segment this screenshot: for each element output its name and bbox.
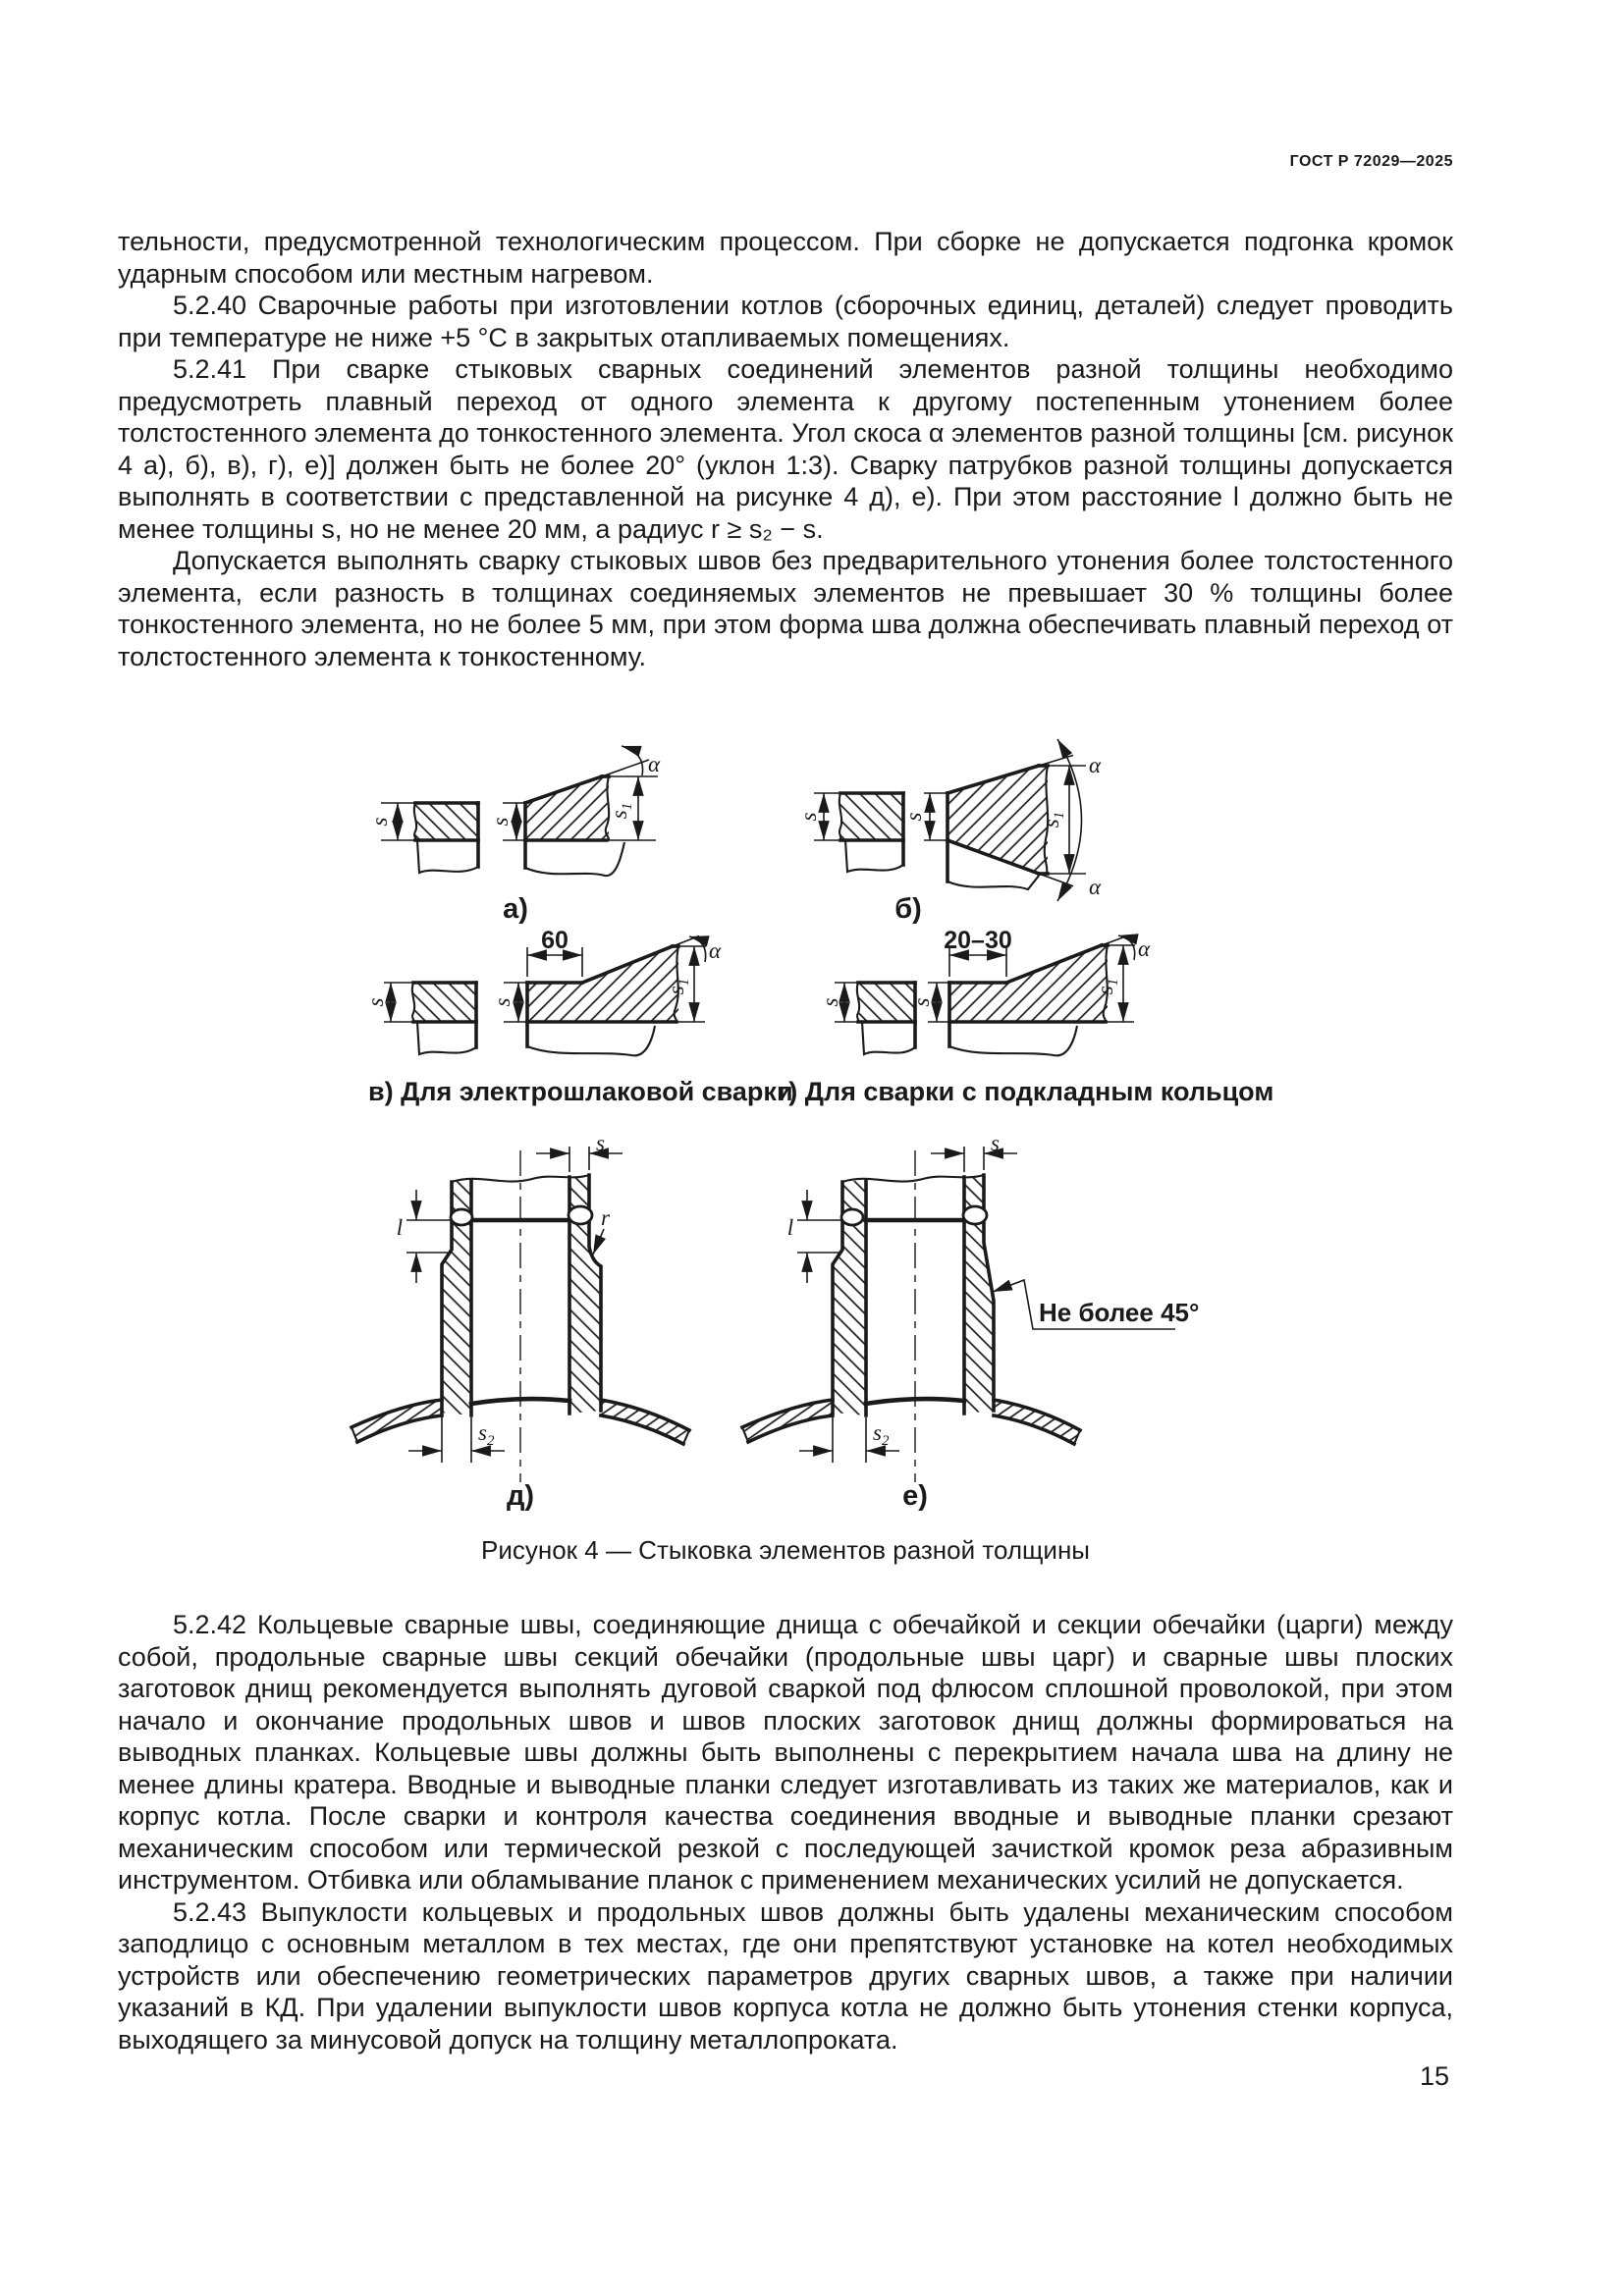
page-content	[118, 226, 1453, 2056]
figure-d-label: д)	[506, 1480, 535, 1512]
left-element	[796, 793, 903, 872]
dim-s-label: s	[367, 817, 392, 827]
dimension-s2	[408, 1415, 505, 1463]
figure-4	[118, 685, 1453, 1574]
dim-s-label: s	[596, 1131, 605, 1155]
left-element	[818, 983, 915, 1054]
dim-s-label: s	[909, 997, 934, 1007]
figure-e-drawing	[741, 1131, 1213, 1510]
dim-r-label: r	[601, 1205, 610, 1230]
dim-s2-label: $s_2$	[873, 1420, 890, 1449]
note-45-label: Не более 45°	[1039, 1298, 1200, 1327]
dim-60-label: 60	[541, 927, 568, 954]
figure-g-drawing	[818, 927, 1227, 1083]
dim-s1-label: $s_1$	[664, 978, 692, 995]
figure-v-drawing	[363, 927, 731, 1083]
figure-a-drawing	[367, 724, 697, 886]
figure-a-label: а)	[503, 893, 528, 925]
dim-s2-label: $s_2$	[478, 1420, 495, 1449]
figure-v-label: в) Для электрошлаковой сварки	[368, 1077, 793, 1106]
dim-l-label: l	[396, 1215, 404, 1240]
figure-e-label: е)	[902, 1480, 928, 1512]
dim-alpha-label: α	[1138, 936, 1151, 961]
figure-d-drawing	[344, 1131, 697, 1510]
shell	[742, 1399, 1080, 1444]
doc-code: ГОСТ Р 72029—2025	[1289, 153, 1453, 170]
dim-s-label: s	[818, 997, 842, 1007]
paragraph-5-2-42: 5.2.42 Кольцевые сварные швы, соединяющие днища с обечайкой и секции обечайки (царги) между собой, продольные сварные швы секций обечайки (продольные швы царг) и сварные швы плоских заготовок днищ рекомендуется выполнять дуговой сваркой под флюсом сплошной проволокой, при этом начало и окончание продольных швов и швов плоских заготовок днищ должны формироваться на выводных планках. Кольцевые швы должны быть выполнены с перекрытием начала шва на длину не менее длины кратера. Вводные и выводные планки следует изготавливать из таких же материалов, как и корпус котла. После сварки и контроля качества соединения вводные и выводные планки срезают механическим способом или термической резкой с последующей зачисткой кромок реза абразивным инструментом. Отбивка или обламывание планок с применением механических усилий не допускается.	[118, 1610, 1453, 1895]
paragraph-5-2-40: 5.2.40 Сварочные работы при изготовлении котлов (сборочных единиц, деталей) следует проводить при температуре не ниже +5 °С в закрытых отапливаемых помещениях.	[118, 291, 1453, 352]
nozzle-pipe	[442, 1150, 601, 1482]
dim-alpha-label: α	[1089, 875, 1102, 899]
right-element	[909, 927, 1151, 1055]
dimension-s	[536, 1131, 623, 1172]
paragraph-5-2-43: 5.2.43 Выпуклости кольцевых и продольных швов должны быть удалены механическим способом заподлицо с основным металлом в тех местах, где они препятствуют установке на котел необходимых устройств или обеспечению геометрических параметров других сварных швов, а также при наличии указаний в КД. При удалении выпуклости швов корпуса котла не должно быть утонения стенки корпуса, выходящего за минусовой допуск на толщину металлопроката.	[118, 1896, 1453, 2055]
dim-alpha-label: α	[709, 938, 722, 963]
dim-s-label: s	[363, 997, 388, 1007]
dim-s-label: s	[991, 1131, 1000, 1155]
right-element	[488, 746, 661, 876]
right-element	[490, 927, 722, 1055]
dim-s-label: s	[796, 812, 821, 822]
doc-header	[118, 153, 1453, 171]
dim-alpha-label: α	[1089, 753, 1102, 777]
dim-s-label: s	[901, 812, 926, 822]
dimension-r	[593, 1205, 611, 1255]
dim-l-label: l	[786, 1215, 794, 1240]
figure-b-drawing	[796, 736, 1116, 918]
left-element	[367, 803, 478, 873]
dim-s1-label: $s_1$	[1093, 978, 1121, 995]
figure-b-label: б)	[894, 893, 922, 925]
dimension-s2	[799, 1415, 899, 1463]
dim-s1-label: $s_1$	[1039, 811, 1067, 828]
paragraph-5-2-41: 5.2.41 При сварке стыковых сварных соединений элементов разной толщины необходимо предусмотреть плавный переход от одного элемента к другому постепенным утонением более толстостенного элемента до тонкостенного элемента. Угол скоса α элементов разной толщины [см. рисунок 4 а), б), в), г), е)] должен быть не более 20° (уклон 1:3). Сварку патрубков разной толщины допускается выполнять в соответствии с представленной на рисунке 4 д), е). При этом расстояние l должно быть не менее толщины s, но не менее 20 мм, а радиус r ≥ s₂ − s.	[118, 354, 1453, 544]
nozzle-pipe	[833, 1150, 994, 1482]
dim-20-30-label: 20–30	[944, 927, 1012, 954]
right-element	[901, 739, 1102, 901]
paragraph-continuation: тельности, предусмотренной технологическим процессом. При сборке не допускается подгонка кромок ударным способом или местным нагревом.	[118, 227, 1453, 289]
paragraph-5-2-41-cont: Допускается выполнять сварку стыковых швов без предварительного утонения более толстостенного элемента, если разность в толщинах соединяемых элементов не превышает 30 % толщины более тонкостенного элемента, но не более 5 мм, при этом форма шва должна обеспечивать плавный переход от толстостенного элемента к тонкостенному.	[118, 546, 1453, 671]
page-number: 15	[1419, 2061, 1449, 2091]
dim-s1-label: $s_1$	[607, 802, 635, 820]
left-element	[363, 983, 476, 1054]
dimension-s	[931, 1131, 1017, 1172]
chamfer-note	[993, 1280, 1199, 1329]
figure-caption: Рисунок 4 — Стыковка элементов разной толщины	[480, 1535, 1090, 1565]
dim-s-label: s	[490, 997, 514, 1007]
dim-s-label: s	[488, 817, 513, 827]
dim-alpha-label: α	[648, 752, 661, 776]
figure-g-label: г) Для сварки с подкладным кольцом	[778, 1077, 1274, 1106]
